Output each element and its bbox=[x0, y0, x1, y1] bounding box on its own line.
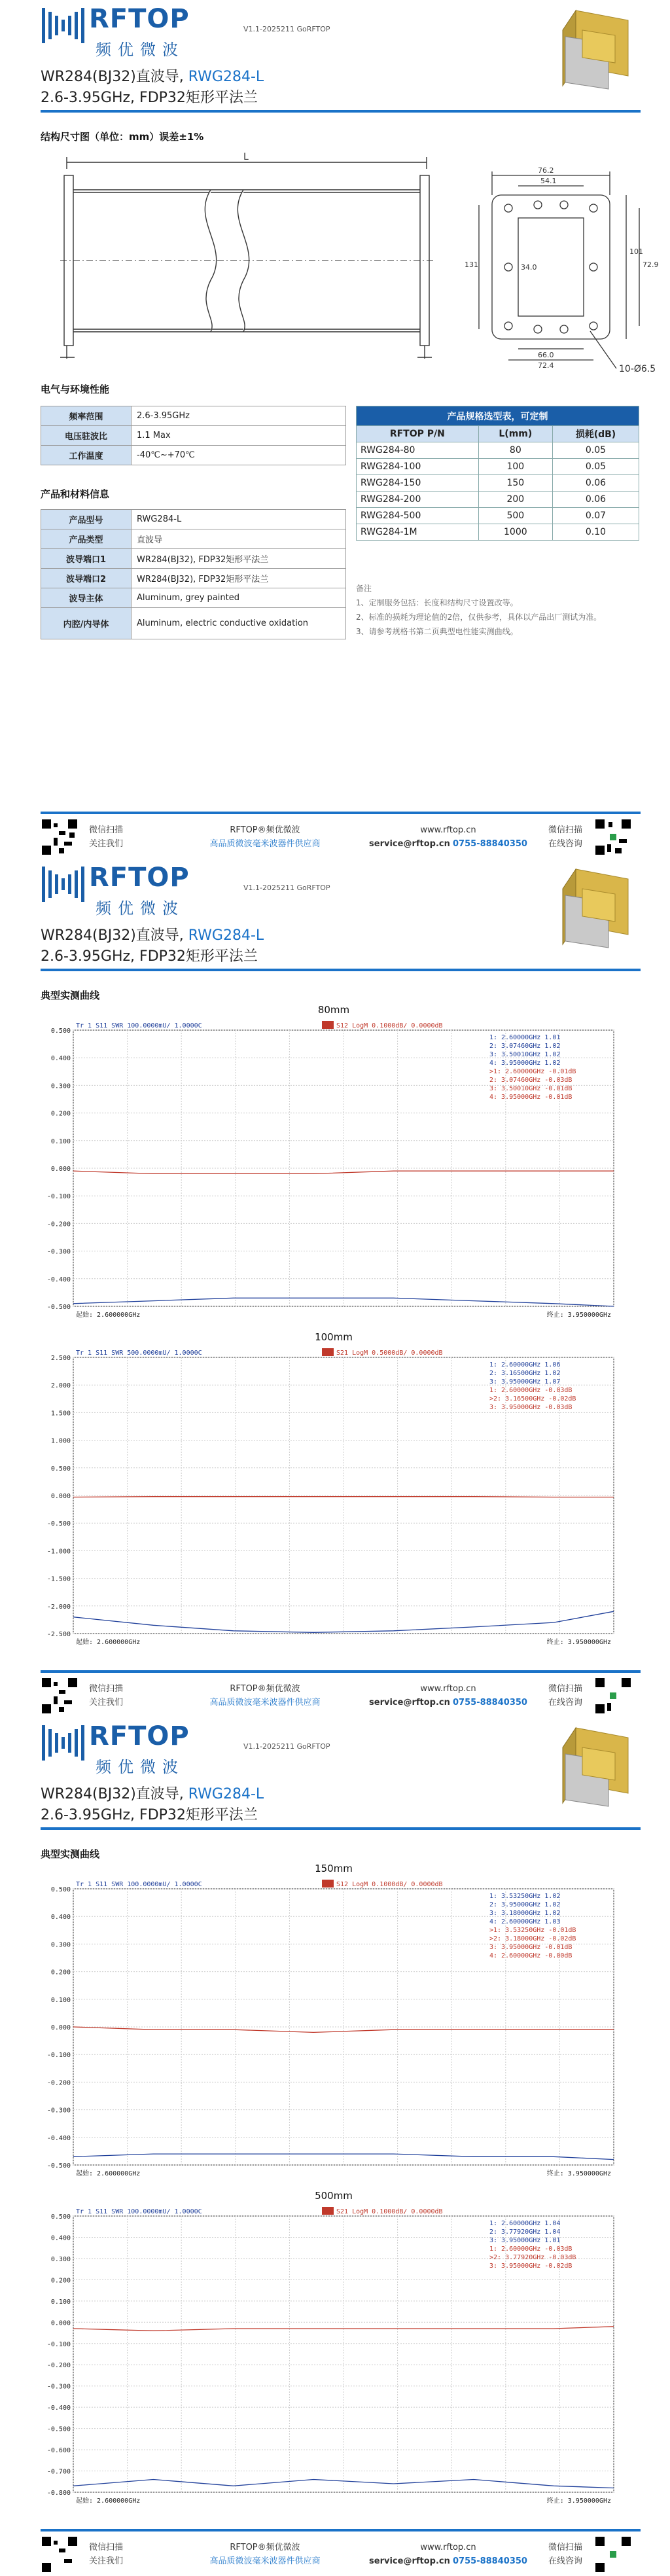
y-tick-label: 0.100 bbox=[50, 2298, 71, 2306]
wechat-qr-icon bbox=[41, 1677, 79, 1715]
chart-title: 80mm bbox=[317, 1004, 350, 1016]
stop-label: 终止: 3.950000GHz bbox=[546, 2170, 611, 2177]
consult-qr-icon bbox=[594, 2535, 632, 2573]
trace1-header: Tr 1 S11 SWR 100.0000mU/ 1.0000C bbox=[76, 2208, 202, 2215]
marker-readout: 2: 3.95000GHz 1.02 bbox=[489, 1901, 561, 1908]
table-row: 产品类型 直波导 bbox=[41, 529, 346, 549]
drawing-section-title: 结构尺寸图（单位：mm）误差±1% bbox=[41, 131, 204, 143]
chart-svg bbox=[39, 1004, 628, 1331]
y-tick-label: 0.200 bbox=[50, 1969, 71, 1977]
y-tick-label: 0.100 bbox=[50, 1996, 71, 2004]
dim-top: 76.2 bbox=[538, 166, 554, 175]
trace2-header: S12 LogM 0.1000dB/ 0.0000dB bbox=[336, 1881, 443, 1888]
waveguide-product-image bbox=[556, 863, 632, 961]
version-label: V1.1-2025211 GoRFTOP bbox=[243, 25, 330, 33]
trace2-header: S21 LogM 0.5000dB/ 0.0000dB bbox=[336, 1350, 443, 1357]
page-title: WR284(BJ32)直波导, RWG284-L bbox=[41, 69, 264, 85]
logo-mark-icon bbox=[41, 861, 88, 907]
marker-readout: >1: 3.53250GHz -0.01dB bbox=[489, 1927, 576, 1934]
logo: RFTOP 频优微波 bbox=[41, 1720, 191, 1779]
footer-online-2: 在线咨询 bbox=[548, 839, 583, 849]
table-row: 波导端口1 WR284(BJ32), FDP32矩形平法兰 bbox=[41, 549, 346, 569]
trace1-header: Tr 1 S11 SWR 500.0000mU/ 1.0000C bbox=[76, 1350, 202, 1357]
footer-slogan: 高品质微波毫米波器件供应商 bbox=[209, 839, 321, 849]
marker-readout: 4: 2.60000GHz -0.00dB bbox=[489, 1952, 573, 1959]
table-row: 频率范围 2.6-3.95GHz bbox=[41, 406, 346, 426]
y-tick-label: 0.500 bbox=[50, 1886, 71, 1893]
footer-email[interactable]: service@rftop.cn bbox=[369, 839, 450, 849]
note-line: 3、请参考规格书第二页典型电性能实测曲线。 bbox=[356, 627, 518, 636]
trace2-header: S12 LogM 0.1000dB/ 0.0000dB bbox=[336, 1022, 443, 1029]
footer-web[interactable]: www.rftop.cn bbox=[420, 825, 476, 835]
stop-label: 终止: 3.950000GHz bbox=[546, 2497, 611, 2505]
y-tick-label: -0.600 bbox=[46, 2447, 71, 2455]
table-row: RWG284-80 80 0.05 bbox=[357, 442, 639, 459]
electrical-section-title: 电气与环境性能 bbox=[41, 384, 110, 395]
marker-readout: 2: 3.07460GHz -0.03dB bbox=[489, 1077, 573, 1084]
y-tick-label: 0.500 bbox=[50, 2213, 71, 2221]
logo-subtitle: 频优微波 bbox=[96, 41, 185, 59]
note-line: 1、定制服务包括：长度和结构尺寸设置改等。 bbox=[356, 598, 518, 607]
marker-readout: 4: 3.95000GHz 1.02 bbox=[489, 1060, 561, 1067]
y-tick-label: 2.000 bbox=[50, 1382, 71, 1390]
marker-readout: 2: 3.07460GHz 1.02 bbox=[489, 1043, 561, 1050]
y-tick-label: 0.300 bbox=[50, 1082, 71, 1090]
marker-readout: 3: 3.50010GHz -0.01dB bbox=[489, 1085, 573, 1092]
y-tick-label: 1.500 bbox=[50, 1410, 71, 1418]
footer-wechat-1: 微信扫描 bbox=[89, 825, 124, 835]
start-label: 起始: 2.600000GHz bbox=[76, 1312, 141, 1319]
start-label: 起始: 2.600000GHz bbox=[76, 2170, 141, 2177]
y-tick-label: 0.400 bbox=[50, 1914, 71, 1922]
y-tick-label: 0.000 bbox=[50, 2319, 71, 2327]
chart-100mm bbox=[39, 1331, 628, 1658]
y-tick-label: 0.300 bbox=[50, 1941, 71, 1949]
curves-section-title: 典型实测曲线 bbox=[41, 990, 100, 1001]
waveguide-product-image bbox=[556, 4, 632, 102]
chart-svg bbox=[39, 1331, 628, 1658]
start-label: 起始: 2.600000GHz bbox=[76, 1639, 141, 1646]
y-tick-label: 0.500 bbox=[50, 1028, 71, 1035]
title-divider bbox=[41, 110, 641, 113]
y-tick-label: -0.400 bbox=[46, 2134, 71, 2142]
y-tick-label: -0.400 bbox=[46, 1276, 71, 1283]
marker-readout: 4: 3.95000GHz -0.01dB bbox=[489, 1094, 573, 1101]
length-label: L bbox=[243, 152, 249, 162]
y-tick-label: 0.000 bbox=[50, 1166, 71, 1173]
waveguide-product-image bbox=[556, 1721, 632, 1819]
y-tick-label: -0.500 bbox=[46, 1520, 71, 1528]
trace2-badge bbox=[322, 1880, 334, 1887]
footer-wechat-2: 关注我们 bbox=[89, 839, 124, 849]
y-tick-label: -0.700 bbox=[46, 2468, 71, 2476]
y-tick-label: -0.300 bbox=[46, 1248, 71, 1256]
y-tick-label: -0.200 bbox=[46, 2079, 71, 2087]
marker-readout: 1: 2.60000GHz 1.06 bbox=[489, 1361, 561, 1368]
y-tick-label: 0.500 bbox=[50, 1465, 71, 1473]
dim-inner: 34.0 bbox=[521, 263, 537, 272]
marker-readout: >2: 3.77920GHz -0.03dB bbox=[489, 2254, 576, 2261]
dim-right1: 101 bbox=[629, 247, 643, 256]
table-row: 产品型号 RWG284-L bbox=[41, 510, 346, 529]
table-row: 波导主体 Aluminum, grey painted bbox=[41, 588, 346, 608]
marker-readout: 3: 3.95000GHz 1.01 bbox=[489, 2237, 561, 2244]
page-1 bbox=[0, 0, 670, 859]
logo-mark-icon bbox=[41, 1720, 88, 1766]
dim-right2: 72.9 bbox=[643, 260, 659, 269]
material-section-title: 产品和材料信息 bbox=[41, 488, 110, 500]
y-tick-label: -0.200 bbox=[46, 2362, 71, 2370]
model-table-header: RFTOP P/N L(mm) 损耗(dB) bbox=[357, 426, 639, 442]
chart-title: 100mm bbox=[315, 1331, 353, 1343]
consult-qr-icon bbox=[594, 818, 632, 856]
page-3: RFTOP 频优微波 V1.1-2025211 GoRFTOP WR284(BJ32)直波导, RWG284-L 2.6-3.95GHz, FDP32矩形平法兰 典型实测曲线 150mm 0.500 0.400 0.300 0.200 0.100 0.000 -0.100 -0.200 -0.300 -0.400 -0.500 Tr 1 S11 SWR 100.0000mU/ 1.0000C S12 LogM 0.1000dB/ 0.0000dB 1: 3.53250GHz 1.02 2: 3.95000GHz 1.02 3: 3.18000GHz 1.02 4: 2.60000GHz 1.03 >1: 3.53250GHz -0.01dB >2: 3.18000GHz -0.02dB 3: 3.95000GHz -0.01dB 4: 2.60000GHz -0.00dB 起始: 2.600000GHz 终止: 3.950000GHz 500mm 0.500 0.400 0.300 0.200 0.100 0.000 -0.100 -0.200 -0.300 -0.400 -0.500 -0.600 -0.700 -0.800 Tr 1 S11 SWR 100.0000mU/ 1.0000C S21 LogM 0.1000dB/ 0.0000dB 1: 2.60000GHz 1.04 2: 3.77920GHz 1.04 3: 3.95000GHz 1.01 1: 2.60000GHz -0.03dB >2: 3.77920GHz -0.03dB 3: 3.95000GHz -0.02dB 起始: 2.600000GHz 终止: 3.950000GHz 微信扫描 关注我们 RFTOP®频优微波 高品质微波毫米波器件供应商 www.rftop.cn service@rftop.cn 0755-88840350 微信扫描 在线咨询 bbox=[0, 1717, 670, 2576]
y-tick-label: 0.400 bbox=[50, 2234, 71, 2242]
notes-title: 备注 bbox=[356, 584, 372, 593]
marker-readout: 2: 3.16500GHz 1.02 bbox=[489, 1370, 561, 1377]
hole-label: 10-Ø6.5 bbox=[619, 364, 656, 374]
consult-qr-icon bbox=[594, 1677, 632, 1715]
marker-readout: 1: 2.60000GHz 1.01 bbox=[489, 1034, 561, 1041]
stop-label: 终止: 3.950000GHz bbox=[546, 1312, 611, 1319]
footer-brand: RFTOP®频优微波 bbox=[230, 825, 300, 835]
chart-title: 500mm bbox=[315, 2190, 353, 2202]
chart-svg bbox=[39, 1863, 628, 2190]
chart-80mm bbox=[39, 1004, 628, 1331]
marker-readout: 3: 3.95000GHz -0.02dB bbox=[489, 2263, 573, 2270]
y-tick-label: 0.400 bbox=[50, 1055, 71, 1063]
marker-readout: 3: 3.50010GHz 1.02 bbox=[489, 1051, 561, 1058]
y-tick-label: -0.500 bbox=[46, 1304, 71, 1311]
trace1-header: Tr 1 S11 SWR 100.0000mU/ 1.0000C bbox=[76, 1022, 202, 1029]
marker-readout: >2: 3.18000GHz -0.02dB bbox=[489, 1935, 576, 1942]
y-tick-label: -2.500 bbox=[46, 1631, 71, 1638]
footer-online-1: 微信扫描 bbox=[548, 825, 583, 835]
y-tick-label: -0.800 bbox=[46, 2490, 71, 2497]
trace2-header: S21 LogM 0.1000dB/ 0.0000dB bbox=[336, 2208, 443, 2215]
note-line: 2、标准的损耗为理论值的2倍，仅供参考，具体以产品出厂测试为准。 bbox=[356, 613, 602, 622]
y-tick-label: -0.300 bbox=[46, 2383, 71, 2391]
y-tick-label: -1.500 bbox=[46, 1575, 71, 1583]
y-tick-label: 0.200 bbox=[50, 1110, 71, 1118]
marker-readout: 3: 3.95000GHz 1.07 bbox=[489, 1378, 561, 1386]
dim-left: 131 bbox=[465, 260, 478, 269]
dim-bottom: 66.0 bbox=[538, 351, 554, 359]
y-tick-label: -0.500 bbox=[46, 2425, 71, 2433]
mechanical-drawing bbox=[41, 149, 659, 374]
y-tick-label: 0.300 bbox=[50, 2255, 71, 2263]
y-tick-label: -0.400 bbox=[46, 2405, 71, 2412]
dim-top2: 54.1 bbox=[540, 177, 557, 185]
marker-readout: >2: 3.16500GHz -0.02dB bbox=[489, 1395, 576, 1403]
footer-divider bbox=[41, 812, 641, 814]
marker-readout: 3: 3.18000GHz 1.02 bbox=[489, 1910, 561, 1917]
footer-email[interactable]: service@rftop.cn bbox=[369, 1698, 450, 1708]
wechat-qr-icon bbox=[41, 818, 79, 856]
chart-title: 150mm bbox=[315, 1863, 353, 1874]
y-tick-label: -0.100 bbox=[46, 1193, 71, 1201]
y-tick-label: -0.100 bbox=[46, 2340, 71, 2348]
table-row: RWG284-1M 1000 0.10 bbox=[357, 524, 639, 541]
wechat-qr-icon bbox=[41, 2535, 79, 2573]
table-row: RWG284-100 100 0.05 bbox=[357, 459, 639, 475]
marker-readout: 4: 2.60000GHz 1.03 bbox=[489, 1918, 561, 1925]
y-tick-label: 1.000 bbox=[50, 1437, 71, 1445]
footer-phone: 0755-88840350 bbox=[453, 839, 527, 849]
footer-email[interactable]: service@rftop.cn bbox=[369, 2556, 450, 2566]
table-row: 工作温度 -40℃~+70℃ bbox=[41, 446, 346, 465]
trace2-badge bbox=[322, 1021, 334, 1029]
y-tick-label: -0.100 bbox=[46, 2052, 71, 2060]
notes bbox=[356, 581, 644, 639]
header bbox=[0, 0, 670, 63]
marker-readout: 3: 3.95000GHz -0.03dB bbox=[489, 1404, 573, 1411]
marker-readout: >1: 2.60000GHz -0.01dB bbox=[489, 1068, 576, 1075]
footer-web[interactable]: www.rftop.cn bbox=[420, 2543, 476, 2552]
trace1-header: Tr 1 S11 SWR 100.0000mU/ 1.0000C bbox=[76, 1881, 202, 1888]
logo-text: RFTOP bbox=[89, 4, 190, 34]
footer: 微信扫描 关注我们 RFTOP®频优微波 高品质微波毫米波器件供应商 www.rftop.cn service@rftop.cn 0755-88840350 微信扫描 在线咨询 bbox=[0, 2534, 670, 2575]
chart-svg bbox=[39, 2190, 628, 2517]
y-tick-label: 0.100 bbox=[50, 1137, 71, 1145]
logo bbox=[41, 3, 191, 62]
material-table bbox=[41, 509, 346, 639]
trace2-badge bbox=[322, 2207, 334, 2215]
y-tick-label: -2.000 bbox=[46, 1603, 71, 1611]
marker-readout: 1: 3.53250GHz 1.02 bbox=[489, 1893, 561, 1900]
page-2: RFTOP 频优微波 V1.1-2025211 GoRFTOP WR284(BJ32)直波导, RWG284-L 2.6-3.95GHz, FDP32矩形平法兰 典型实测曲线 80mm 0.500 0.400 0.300 0.200 0.100 0.000 -0.100 -0.200 -0.300 -0.400 -0.500 Tr 1 S11 SWR 100.0000mU/ 1.0000C S12 LogM 0.1000dB/ 0.0000dB 1: 2.60000GHz 1.01 2: 3.07460GHz 1.02 3: 3.50010GHz 1.02 4: 3.95000GHz 1.02 >1: 2.60000GHz -0.01dB 2: 3.07460GHz -0.03dB 3: 3.50010GHz -0.01dB 4: 3.95000GHz -0.01dB 起始: 2.600000GHz 终止: 3.950000GHz 100mm 2.500 2.000 1.500 1.000 0.500 0.000 -0.500 -1.000 -1.500 -2.000 -2.500 Tr 1 S11 SWR 500.0000mU/ 1.0000C S21 LogM 0.5000dB/ 0.0000dB 1: 2.60000GHz 1.06 2: 3.16500GHz 1.02 3: 3.95000GHz 1.07 1: 2.60000GHz -0.03dB >2: 3.16500GHz -0.02dB 3: 3.95000GHz -0.03dB 起始: 2.600000GHz 终止: 3.950000GHz 微信扫描 关注我们 RFTOP®频优微波 高品质微波毫米波器件供应商 www.rftop.cn service@rftop.cn 0755-88840350 微信扫描 在线咨询 bbox=[0, 859, 670, 1717]
chart-150mm bbox=[39, 1863, 628, 2190]
table-row: RWG284-500 500 0.07 bbox=[357, 508, 639, 524]
y-tick-label: 0.000 bbox=[50, 1493, 71, 1500]
footer: 微信扫描 关注我们 RFTOP®频优微波 高品质微波毫米波器件供应商 www.rftop.cn service@rftop.cn 0755-88840350 微信扫描 在线咨询 bbox=[0, 1675, 670, 1716]
trace2-badge bbox=[322, 1348, 334, 1356]
logo: RFTOP 频优微波 bbox=[41, 861, 191, 920]
electrical-table bbox=[41, 406, 346, 465]
stop-label: 终止: 3.950000GHz bbox=[546, 1639, 611, 1646]
marker-readout: 1: 2.60000GHz -0.03dB bbox=[489, 1387, 573, 1394]
page-subtitle: 2.6-3.95GHz, FDP32矩形平法兰 bbox=[41, 90, 258, 106]
table-row: 电压驻波比 1.1 Max bbox=[41, 426, 346, 446]
y-tick-label: -0.200 bbox=[46, 1221, 71, 1228]
marker-readout: 3: 3.95000GHz -0.01dB bbox=[489, 1944, 573, 1951]
table-row: 内腔/内导体 Aluminum, electric conductive oxidation bbox=[41, 608, 346, 639]
start-label: 起始: 2.600000GHz bbox=[76, 2497, 141, 2505]
y-tick-label: 0.000 bbox=[50, 2024, 71, 2031]
marker-readout: 1: 2.60000GHz 1.04 bbox=[489, 2220, 561, 2227]
y-tick-label: -1.000 bbox=[46, 1548, 71, 1556]
y-tick-label: -0.500 bbox=[46, 2162, 71, 2170]
marker-readout: 2: 3.77920GHz 1.04 bbox=[489, 2228, 561, 2236]
model-selection-table bbox=[356, 406, 639, 541]
y-tick-label: 2.500 bbox=[50, 1355, 71, 1362]
model-table-caption: 产品规格选型表，可定制 bbox=[357, 406, 639, 426]
footer-web[interactable]: www.rftop.cn bbox=[420, 1684, 476, 1694]
table-row: 波导端口2 WR284(BJ32), FDP32矩形平法兰 bbox=[41, 569, 346, 588]
table-row: RWG284-150 150 0.06 bbox=[357, 475, 639, 492]
chart-500mm bbox=[39, 2190, 628, 2517]
table-row: RWG284-200 200 0.06 bbox=[357, 492, 639, 508]
dim-bottom2: 72.4 bbox=[538, 361, 554, 370]
footer bbox=[0, 817, 670, 857]
y-tick-label: -0.300 bbox=[46, 2107, 71, 2115]
y-tick-label: 0.200 bbox=[50, 2277, 71, 2285]
marker-readout: 1: 2.60000GHz -0.03dB bbox=[489, 2245, 573, 2253]
logo-mark-icon bbox=[41, 3, 88, 48]
